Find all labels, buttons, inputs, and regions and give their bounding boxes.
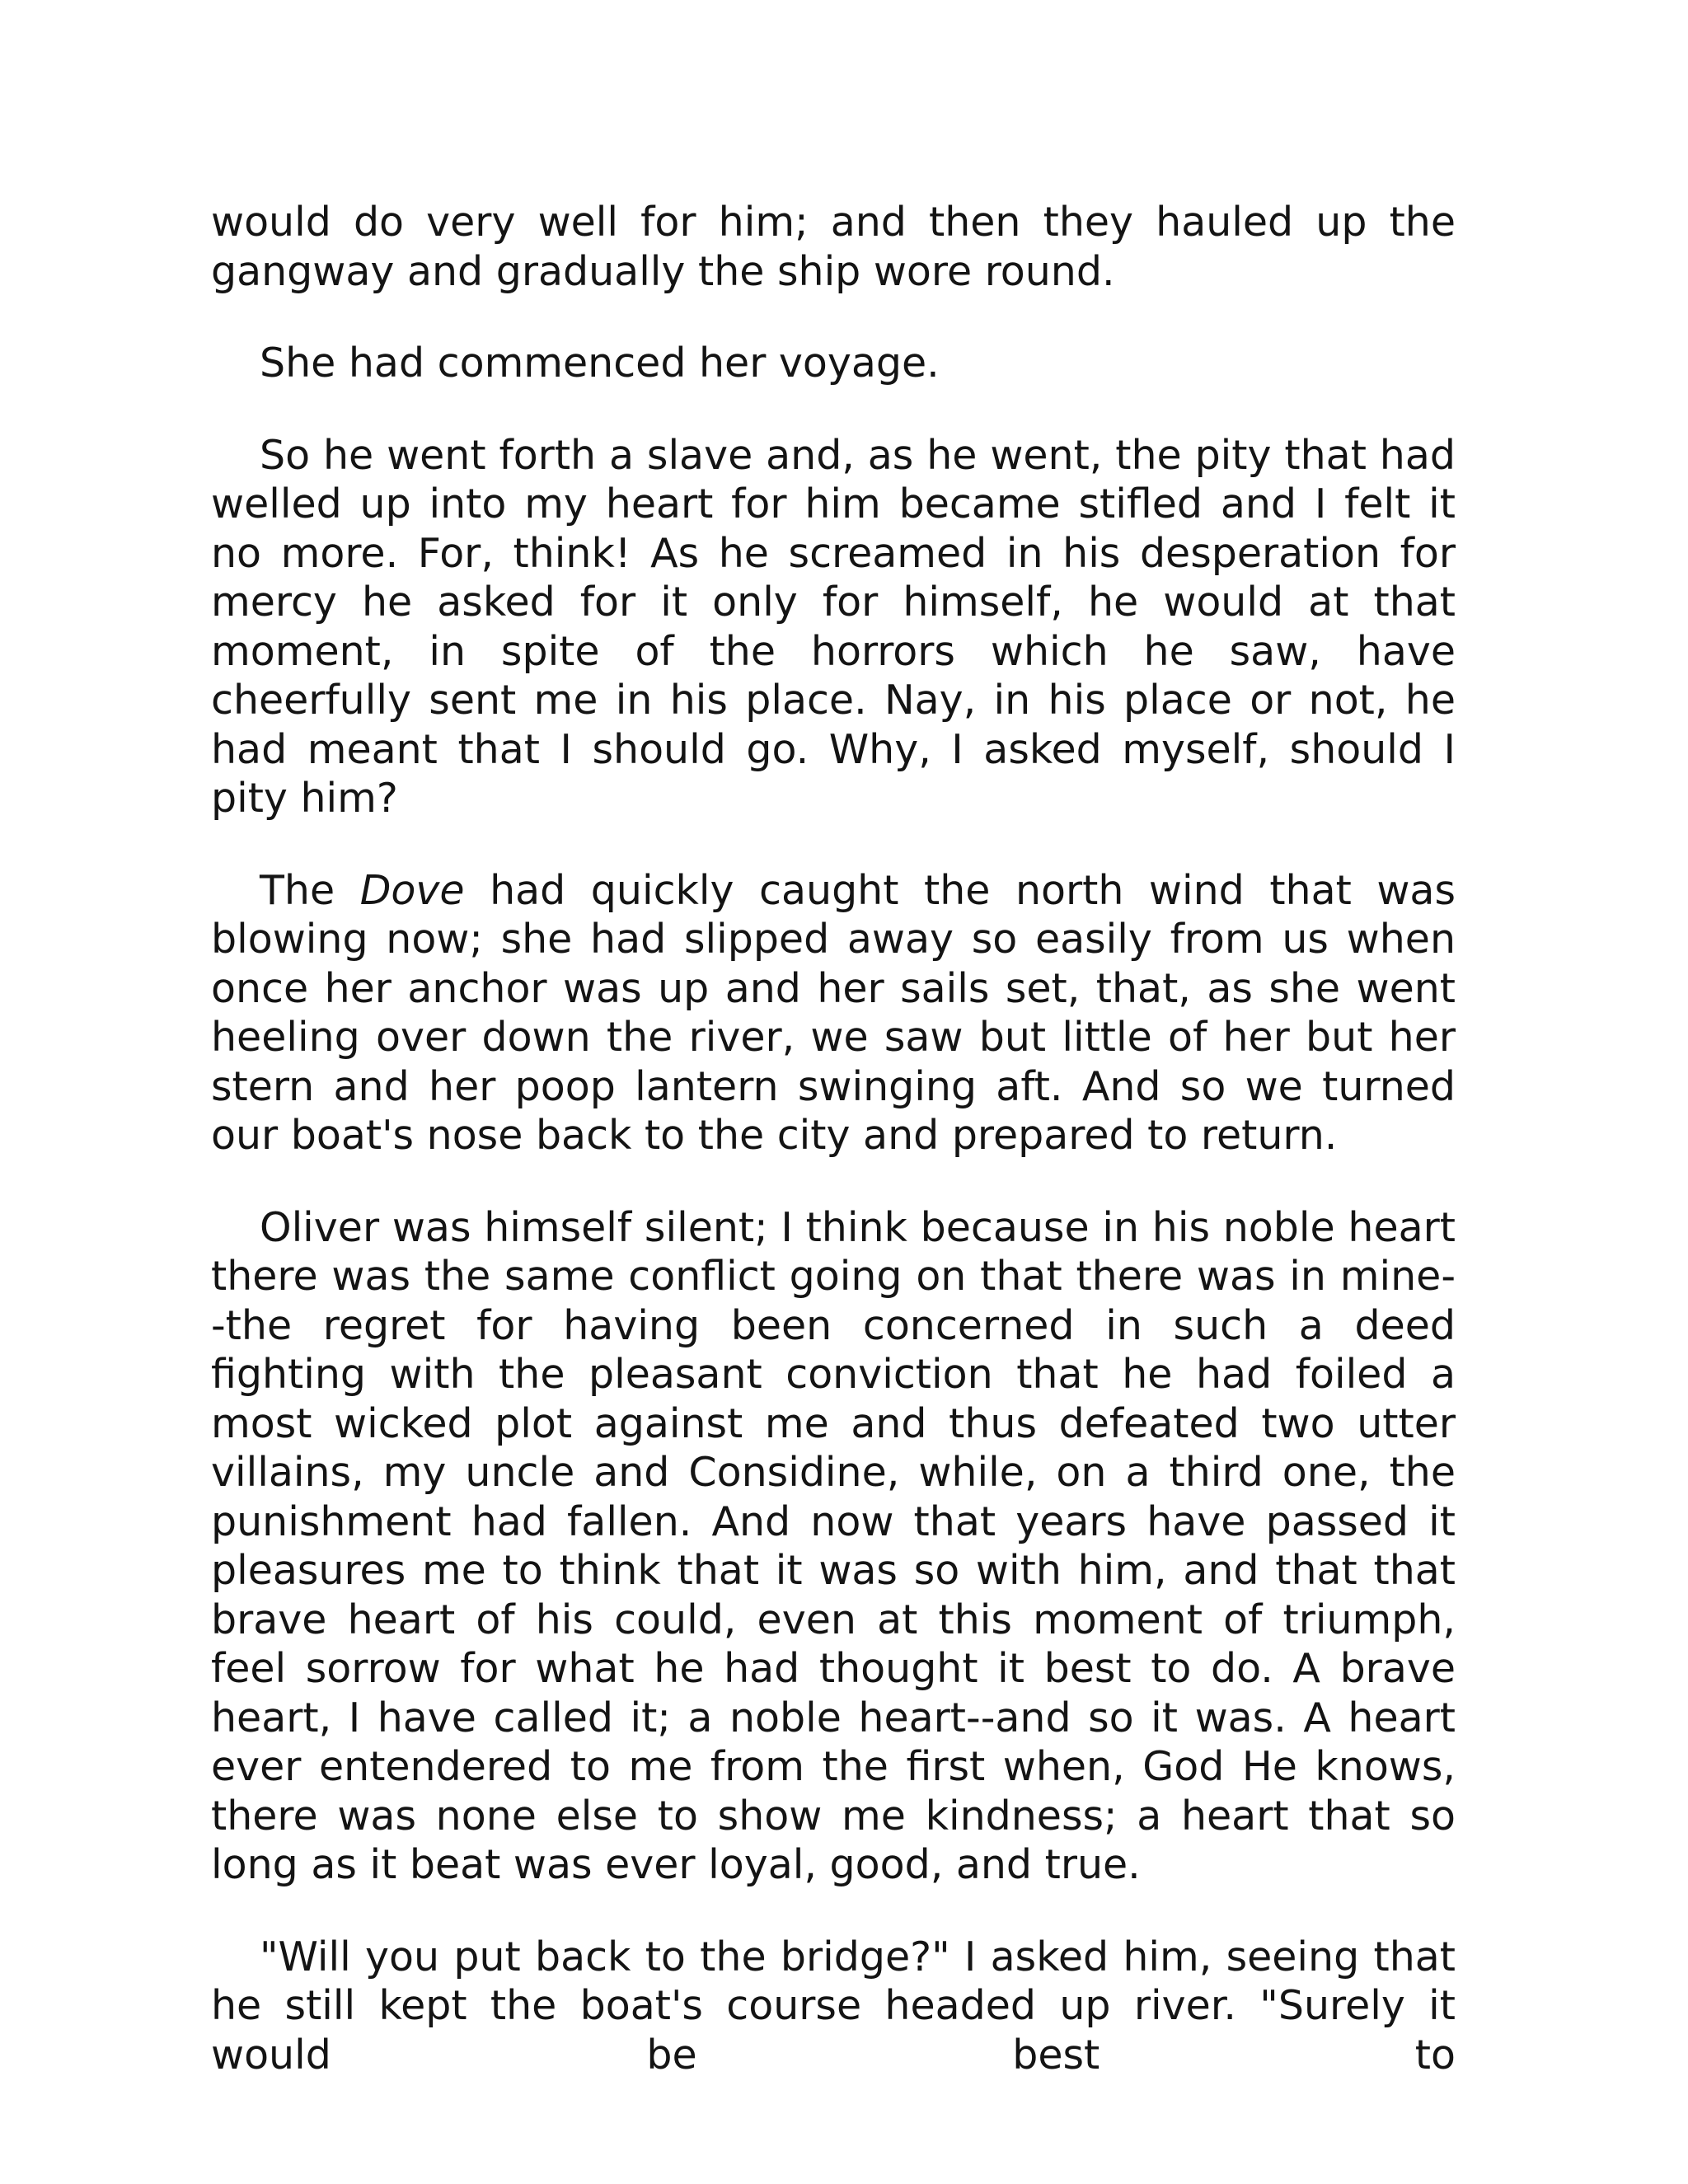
paragraph-4-text-start: The [260,866,360,914]
paragraph-4-text-end: had quickly caught the north wind that was blowing now; she had slipped away so easily from us when once her anchor was up and her sails set, that, as she went heeling over down the river, we saw but little of her but her stern and her poop lantern swinging aft. And so we turned our boat's nose back to the city and prepared to return. [211,866,1456,1159]
paragraph-3: So he went forth a slave and, as he went, the pity that had welled up into my heart for him became stifled and I felt it no more. For, think! As he screamed in his desperation for mercy he asked for it only for himself, he would at that moment, in spite of the horrors which he saw, have cheerfully sent me in his place. Nay, in his place or not, he had meant that I should go. Why, I asked myself, should I pity him? [211,431,1456,822]
paragraph-1: would do very well for him; and then they hauled up the gangway and gradually the ship wore round. [211,199,1456,295]
paragraph-6: "Will you put back to the bridge?" I asked him, seeing that he still kept the boat's course headed up river. "Surely it would be best to [211,1933,1456,2079]
ship-name-italic: Dove [359,866,465,914]
paragraph-2: She had commenced her voyage. [260,340,940,387]
paragraph-5: Oliver was himself silent; I think because in his noble heart there was the same conflict going on that there was in mine--the regret for having been concerned in such a deed fighting with the pleasant conviction that he had foiled a most wicked plot against me and thus defeated two utter villains, my uncle and Considine, while, on a third one, the punishment had fallen. And now that years have passed it pleasures me to think that it was so with him, and that that brave heart of his could, even at this moment of triumph, feel sorrow for what he had thought it best to do. A brave heart, I have called it; a noble heart--and so it was. A heart ever entendered to me from the first when, God He knows, there was none else to show me kindness; a heart that so long as it beat was ever loyal, good, and true. [211,1203,1456,1888]
paragraph-4 [211,866,1456,1160]
book-page [211,198,1456,2079]
